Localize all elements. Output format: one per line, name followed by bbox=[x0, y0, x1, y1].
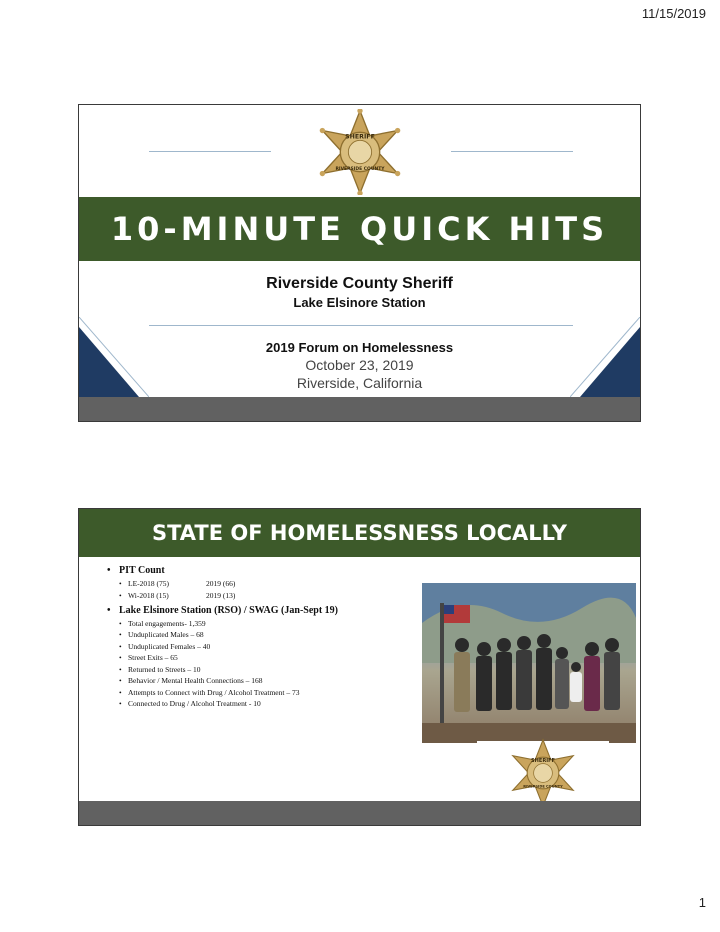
page-date: 11/15/2019 bbox=[641, 6, 706, 21]
corner-decoration-left bbox=[79, 317, 149, 397]
slide-header bbox=[79, 509, 640, 557]
event-location: Riverside, California bbox=[296, 375, 423, 391]
divider-right bbox=[451, 151, 573, 152]
bullet-list bbox=[107, 565, 407, 711]
list-item: • Wi-2018 (15) 2019 (13) bbox=[119, 590, 236, 600]
list-item: • Returned to Streets – 10 bbox=[119, 664, 201, 674]
content-slide bbox=[78, 508, 641, 826]
section-heading: • PIT Count bbox=[107, 565, 165, 576]
group-photo-icon bbox=[422, 583, 636, 743]
title-band bbox=[79, 197, 640, 261]
slide-footer-bar bbox=[79, 397, 640, 421]
event-date: October 23, 2019 bbox=[305, 357, 414, 373]
sheriff-badge-icon bbox=[315, 109, 405, 195]
list-item: • Total engagements- 1,359 bbox=[119, 618, 206, 628]
divider-left bbox=[149, 151, 271, 152]
list-item: • Street Exits – 65 bbox=[119, 653, 178, 662]
list-item: • Behavior / Mental Health Connections – 168 bbox=[119, 676, 263, 685]
event-name: 2019 Forum on Homelessness bbox=[265, 340, 454, 355]
page-number: 1 bbox=[698, 895, 706, 910]
slide-title: STATE OF HOMELESSNESS LOCALLY bbox=[151, 521, 568, 545]
badge-bottom-text: RIVERSIDE COUNTY bbox=[523, 784, 563, 789]
badge-bottom-text: RIVERSIDE COUNTY bbox=[335, 166, 385, 172]
organization-name: Riverside County Sheriff bbox=[266, 275, 453, 292]
group-photo bbox=[422, 583, 636, 743]
list-item: • LE-2018 (75) 2019 (66) bbox=[119, 579, 236, 588]
list-item: • Attempts to Connect with Drug / Alcohol Treatment – 73 bbox=[119, 687, 300, 697]
list-item: • Unduplicated Females – 40 bbox=[119, 641, 211, 651]
slide-title: 10-MINUTE QUICK HITS bbox=[110, 210, 609, 248]
title-slide bbox=[78, 104, 641, 422]
badge-top-text: SHERIFF bbox=[345, 133, 375, 141]
slide-footer-bar bbox=[79, 801, 640, 825]
list-item: • Unduplicated Males – 68 bbox=[119, 630, 204, 639]
section-heading: • Lake Elsinore Station (RSO) / SWAG (Jan-Sept 19) bbox=[107, 604, 339, 616]
corner-decoration-right bbox=[570, 317, 640, 397]
badge-top-text: SHERIFF bbox=[531, 758, 555, 765]
list-item: • Connected to Drug / Alcohol Treatment - 10 bbox=[119, 699, 261, 708]
sheriff-badge-icon bbox=[507, 737, 579, 809]
station-name: Lake Elsinore Station bbox=[293, 295, 426, 310]
divider-middle bbox=[149, 325, 573, 326]
